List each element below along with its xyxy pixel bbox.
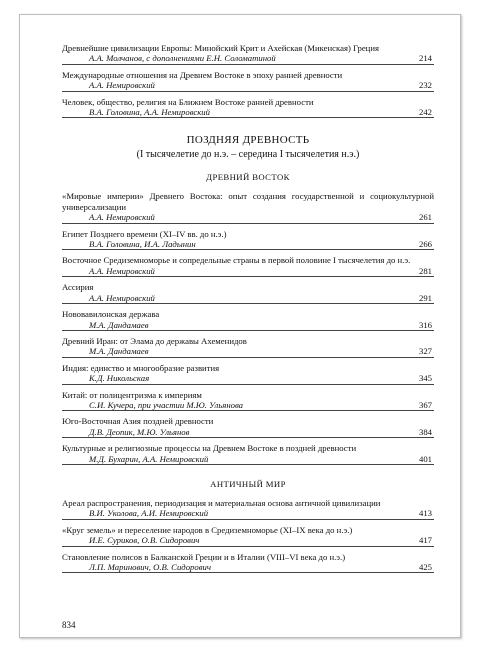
toc-entry bbox=[62, 416, 434, 438]
entry-page-number: 425 bbox=[418, 562, 432, 572]
entry-author-row bbox=[62, 266, 434, 277]
entry-page-number: 291 bbox=[418, 292, 432, 303]
entry-author-row bbox=[62, 293, 434, 304]
entry-author: Л.П. Маринович, О.В. Сидорович bbox=[89, 562, 211, 572]
entry-page-number: 367 bbox=[418, 399, 432, 410]
toc-entry bbox=[62, 443, 434, 465]
toc-entry bbox=[62, 336, 434, 358]
entry-author-row bbox=[62, 53, 434, 64]
entry-title: Культурные и религиозные процессы на Древнем Востоке в поздней древности bbox=[62, 443, 357, 454]
entry-author-row bbox=[62, 508, 434, 519]
toc-entry bbox=[62, 229, 434, 251]
entry-author: А.А. Немировский bbox=[89, 80, 155, 91]
toc-entry bbox=[62, 97, 434, 119]
entry-page-number: 413 bbox=[418, 508, 432, 519]
entry-title: Нововавилонская держава bbox=[62, 309, 160, 320]
entry-page-number: 316 bbox=[418, 319, 432, 330]
entry-author-row bbox=[62, 400, 434, 411]
toc-entry bbox=[62, 390, 434, 412]
entry-page-number: 401 bbox=[418, 453, 432, 464]
entry-author: К.Д. Никольская bbox=[89, 373, 150, 384]
entry-author: В.А. Головина, И.А. Ладынин bbox=[89, 239, 196, 250]
entry-author: Д.В. Деопик, М.Ю. Ульянов bbox=[89, 426, 190, 437]
entry-page-number: 345 bbox=[418, 373, 432, 384]
antique-entries bbox=[62, 498, 434, 573]
entry-author-row bbox=[62, 454, 434, 465]
entry-title: Ассирия bbox=[62, 282, 94, 293]
entry-author: А.А. Немировский bbox=[89, 292, 155, 303]
entry-title: Индия: единство и многообразие развития bbox=[62, 362, 220, 373]
entry-title: Юго-Восточная Азия поздней древности bbox=[62, 416, 214, 427]
entry-page-number: 261 bbox=[418, 212, 432, 223]
toc-entry bbox=[62, 43, 434, 65]
toc-entry bbox=[62, 70, 434, 92]
entry-author-row bbox=[62, 320, 434, 331]
entry-author-row bbox=[62, 80, 434, 91]
page-number: 834 bbox=[62, 620, 76, 630]
entry-page-number: 327 bbox=[418, 346, 432, 357]
section-subtitle: (I тысячелетие до н.э. – середина I тысячелетия н.э.) bbox=[136, 149, 360, 161]
entry-title: Международные отношения на Древнем Востоке в эпоху ранней древности bbox=[62, 69, 343, 80]
entry-title: Египет Позднего времени (XI–IV вв. до н.э.) bbox=[62, 228, 227, 239]
entry-author-row bbox=[62, 562, 434, 573]
entry-page-number: 214 bbox=[418, 53, 432, 64]
toc-entry bbox=[62, 191, 434, 223]
table-of-contents bbox=[62, 43, 434, 573]
entry-author: В.А. Головина, А.А. Немировский bbox=[89, 107, 210, 118]
entry-page-number: 266 bbox=[418, 239, 432, 250]
entry-page-number: 242 bbox=[418, 107, 432, 118]
entry-title: «Мировые империи» Древнего Востока: опыт создания государственной и социокультурной универсализации bbox=[62, 191, 434, 212]
entry-title: Ареал распространения, периодизация и материальная основа античной цивилизации bbox=[62, 497, 381, 508]
entry-author: В.И. Уколова, А.И. Немировский bbox=[89, 508, 209, 519]
entry-author: А.А. Немировский bbox=[89, 212, 155, 223]
entry-author: А.А. Немировский bbox=[89, 265, 155, 276]
entry-title: Человек, общество, религия на Ближнем Востоке ранней древности bbox=[62, 96, 314, 107]
entry-author: И.Е. Суриков, О.В. Сидорович bbox=[89, 535, 200, 546]
entry-page-number: 384 bbox=[418, 426, 432, 437]
toc-entry bbox=[62, 498, 434, 520]
entry-author: М.А. Дандамаев bbox=[89, 319, 149, 330]
entry-title: Восточное Средиземноморье и сопредельные страны в первой половине I тысячелетия до н.э. bbox=[62, 255, 411, 266]
toc-entry bbox=[62, 525, 434, 547]
entry-page-number: 417 bbox=[418, 535, 432, 546]
toc-entry bbox=[62, 363, 434, 385]
antique-heading: АНТИЧНЫЙ МИР bbox=[210, 478, 286, 489]
entry-title: Китай: от полицентризма к империям bbox=[62, 389, 202, 400]
entry-author: А.А. Молчанов, с дополнениями Е.Н. Соломатиной bbox=[89, 53, 276, 64]
entry-title: «Круг земель» и переселение народов в Средиземноморье (XI–IX века до н.э.) bbox=[62, 524, 353, 535]
entry-author-row bbox=[62, 427, 434, 438]
entry-title: Древнейшие цивилизации Европы: Минойский Крит и Ахейская (Микенская) Греция bbox=[62, 43, 379, 53]
entry-author: М.Д. Бухарин, А.А. Немировский bbox=[89, 453, 209, 464]
toc-entry bbox=[62, 255, 434, 277]
entry-page-number: 281 bbox=[418, 265, 432, 276]
entry-author-row bbox=[62, 346, 434, 357]
entry-author-row bbox=[62, 535, 434, 546]
top-entries bbox=[62, 43, 434, 118]
entry-author-row bbox=[62, 239, 434, 250]
entry-author-row bbox=[62, 212, 434, 223]
toc-entry bbox=[62, 282, 434, 304]
entry-title: Древний Иран: от Элама до державы Ахеменидов bbox=[62, 335, 247, 346]
entry-author: М.А. Дандамаев bbox=[89, 346, 149, 357]
entry-author-row bbox=[62, 107, 434, 118]
section-title: ПОЗДНЯЯ ДРЕВНОСТЬ bbox=[186, 134, 310, 147]
book-page bbox=[19, 14, 461, 638]
entry-title: Становление полисов в Балканской Греции и в Италии (VIII–VI века до н.э.) bbox=[62, 551, 346, 562]
entry-author: С.И. Кучера, при участии М.Ю. Ульянова bbox=[89, 399, 244, 410]
east-entries bbox=[62, 191, 434, 465]
east-heading: ДРЕВНИЙ ВОСТОК bbox=[206, 172, 290, 183]
entry-author-row bbox=[62, 373, 434, 384]
toc-entry bbox=[62, 552, 434, 574]
entry-page-number: 232 bbox=[418, 80, 432, 91]
toc-entry bbox=[62, 309, 434, 331]
